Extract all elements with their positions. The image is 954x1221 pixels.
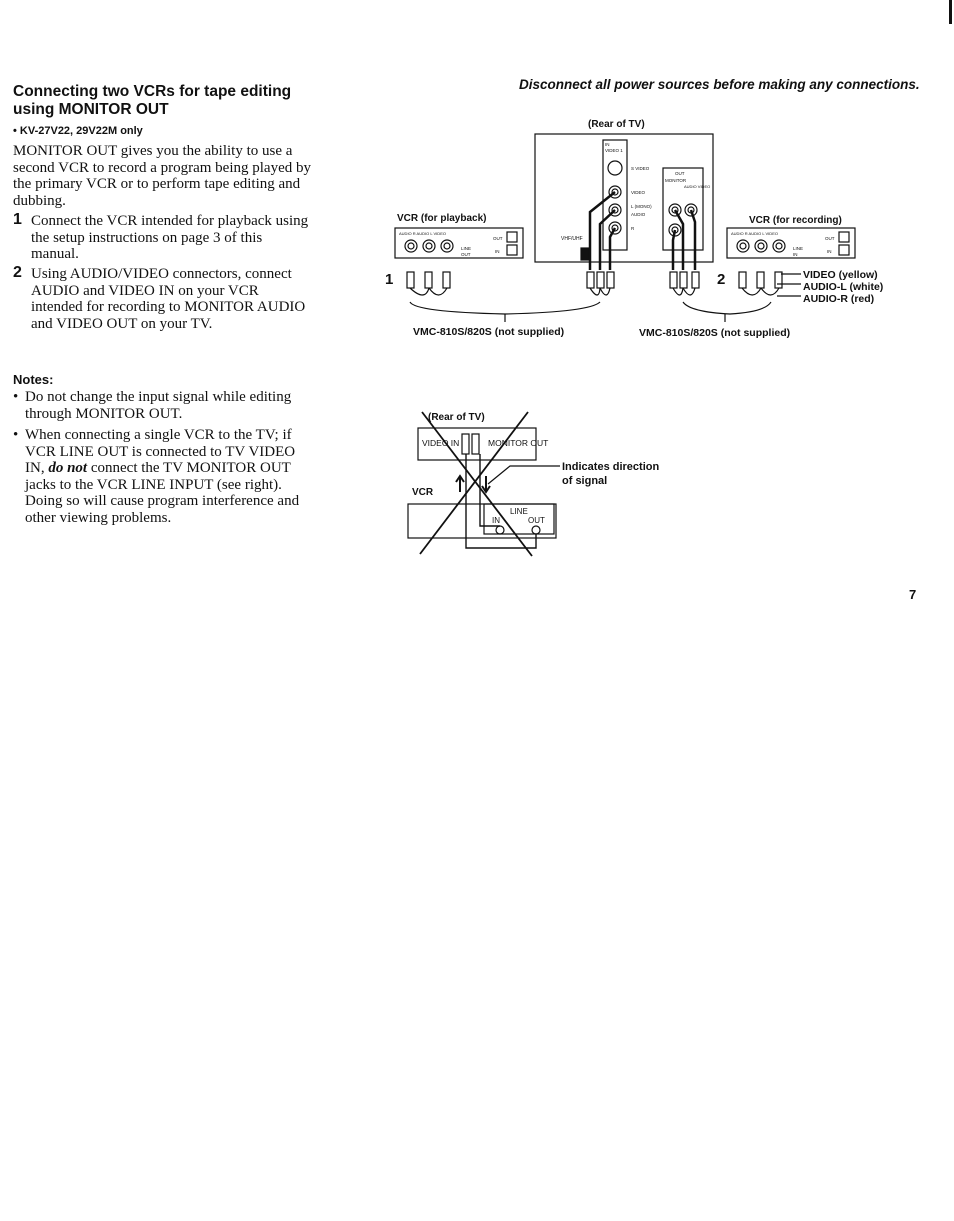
rear-of-tv-label: (Rear of TV) <box>588 119 645 130</box>
bullet: • <box>13 389 19 405</box>
step-text: Using AUDIO/VIDEO connectors, connect AUDIO and VIDEO IN on your VCR intended for recording to MONITOR AUDIO and VIDEO OUT on your TV. <box>31 266 306 332</box>
step-2 <box>13 266 313 332</box>
notes-heading: Notes: <box>13 372 54 387</box>
step-2-marker: 2 <box>717 271 726 288</box>
tv-rear-panel <box>535 134 713 262</box>
step-1 <box>13 213 313 263</box>
in-label: IN <box>492 516 500 525</box>
s-video-label: S VIDEO <box>631 166 650 171</box>
out-label: OUT <box>461 252 471 257</box>
playback-plugs <box>407 272 450 288</box>
s-video-jack <box>608 161 622 175</box>
monitor-label: MONITOR <box>665 178 687 183</box>
vcr-playback-label: VCR (for playback) <box>397 213 487 224</box>
video1-label: VIDEO 1 <box>605 148 623 153</box>
direction-note: Indicates direction <box>562 461 660 473</box>
in-label: IN <box>827 249 832 254</box>
vcr-label: VCR <box>412 487 434 498</box>
vcr-jack-labels: AUDIO R AUDIO L VIDEO <box>399 231 446 236</box>
page-number: 7 <box>909 587 917 602</box>
line-label: LINE <box>793 246 804 251</box>
cable-1-label: VMC-810S/820S (not supplied) <box>413 326 565 338</box>
note-item <box>13 389 303 422</box>
cable-2-label: VMC-810S/820S (not supplied) <box>639 327 791 339</box>
note-text-pre: When connecting a single VCR to the TV; if VCR LINE OUT is connected to TV VIDEO IN, <box>25 427 296 476</box>
audio-video-label: AUDIO VIDEO <box>684 184 711 189</box>
out-label: OUT <box>493 236 503 241</box>
vhf-uhf-terminal <box>581 248 589 260</box>
cable-bracket-1 <box>410 302 600 314</box>
direction-note: of signal <box>562 475 608 487</box>
line-label: LINE <box>510 507 528 516</box>
section-heading: Connecting two VCRs for tape editing using MONITOR OUT <box>13 83 292 118</box>
vcr-jack-labels: AUDIO R AUDIO L VIDEO <box>731 231 778 236</box>
note-text-post: connect the TV MONITOR OUT jacks to the VCR LINE INPUT (see right). Doing so will cause program interference and other viewing problems. <box>25 460 300 526</box>
incorrect-connection-diagram <box>400 400 680 560</box>
vhf-uhf-label: VHF/UHF <box>561 236 583 242</box>
intro-paragraph: MONITOR OUT gives you the ability to use a second VCR to record a program being played by the primary VCR or to perform tape editing and dubbing. <box>13 143 311 209</box>
in-label: IN <box>793 252 798 257</box>
page-edge-mark <box>949 0 952 24</box>
step-number: 1 <box>13 211 22 228</box>
out-label: OUT <box>675 171 685 176</box>
note-text: Do not change the input signal while editing through MONITOR OUT. <box>25 389 292 422</box>
note-text <box>13 427 303 526</box>
out-label: OUT <box>528 516 545 525</box>
in-label: IN <box>605 142 610 147</box>
power-warning: Disconnect all power sources before making any connections. <box>519 77 920 92</box>
monitor-out-label: MONITOR OUT <box>488 438 549 448</box>
tv-side-plugs-1 <box>587 272 614 288</box>
audio-l-white-label: AUDIO-L (white) <box>803 281 884 293</box>
bullet: • <box>13 427 19 443</box>
step-number: 2 <box>13 264 22 281</box>
cable-bracket-2 <box>683 302 771 314</box>
note-emphasis: do not <box>48 460 88 476</box>
audio-label: AUDIO <box>631 212 646 217</box>
note-item <box>13 427 303 526</box>
step-text: Connect the VCR intended for playback using the setup instructions on page 3 of this manual. <box>31 213 309 262</box>
tv-side-plugs-2 <box>670 272 699 288</box>
video-label: VIDEO <box>631 190 646 195</box>
video-yellow-label: VIDEO (yellow) <box>803 269 878 281</box>
out-label: OUT <box>825 236 835 241</box>
vcr-recording-label: VCR (for recording) <box>749 215 842 226</box>
line-label: LINE <box>461 246 472 251</box>
rear-of-tv-label: (Rear of TV) <box>428 412 485 423</box>
r-label: R <box>631 226 635 231</box>
video-in-label: VIDEO IN <box>422 438 460 448</box>
in-label: IN <box>495 249 500 254</box>
two-vcr-connection-diagram <box>385 112 905 344</box>
l-mono-label: L (MONO) <box>631 204 652 209</box>
step-1-marker: 1 <box>385 271 394 288</box>
model-note: • KV-27V22, 29V22M only <box>13 125 143 137</box>
recording-plugs <box>739 272 782 288</box>
audio-r-red-label: AUDIO-R (red) <box>803 293 875 305</box>
